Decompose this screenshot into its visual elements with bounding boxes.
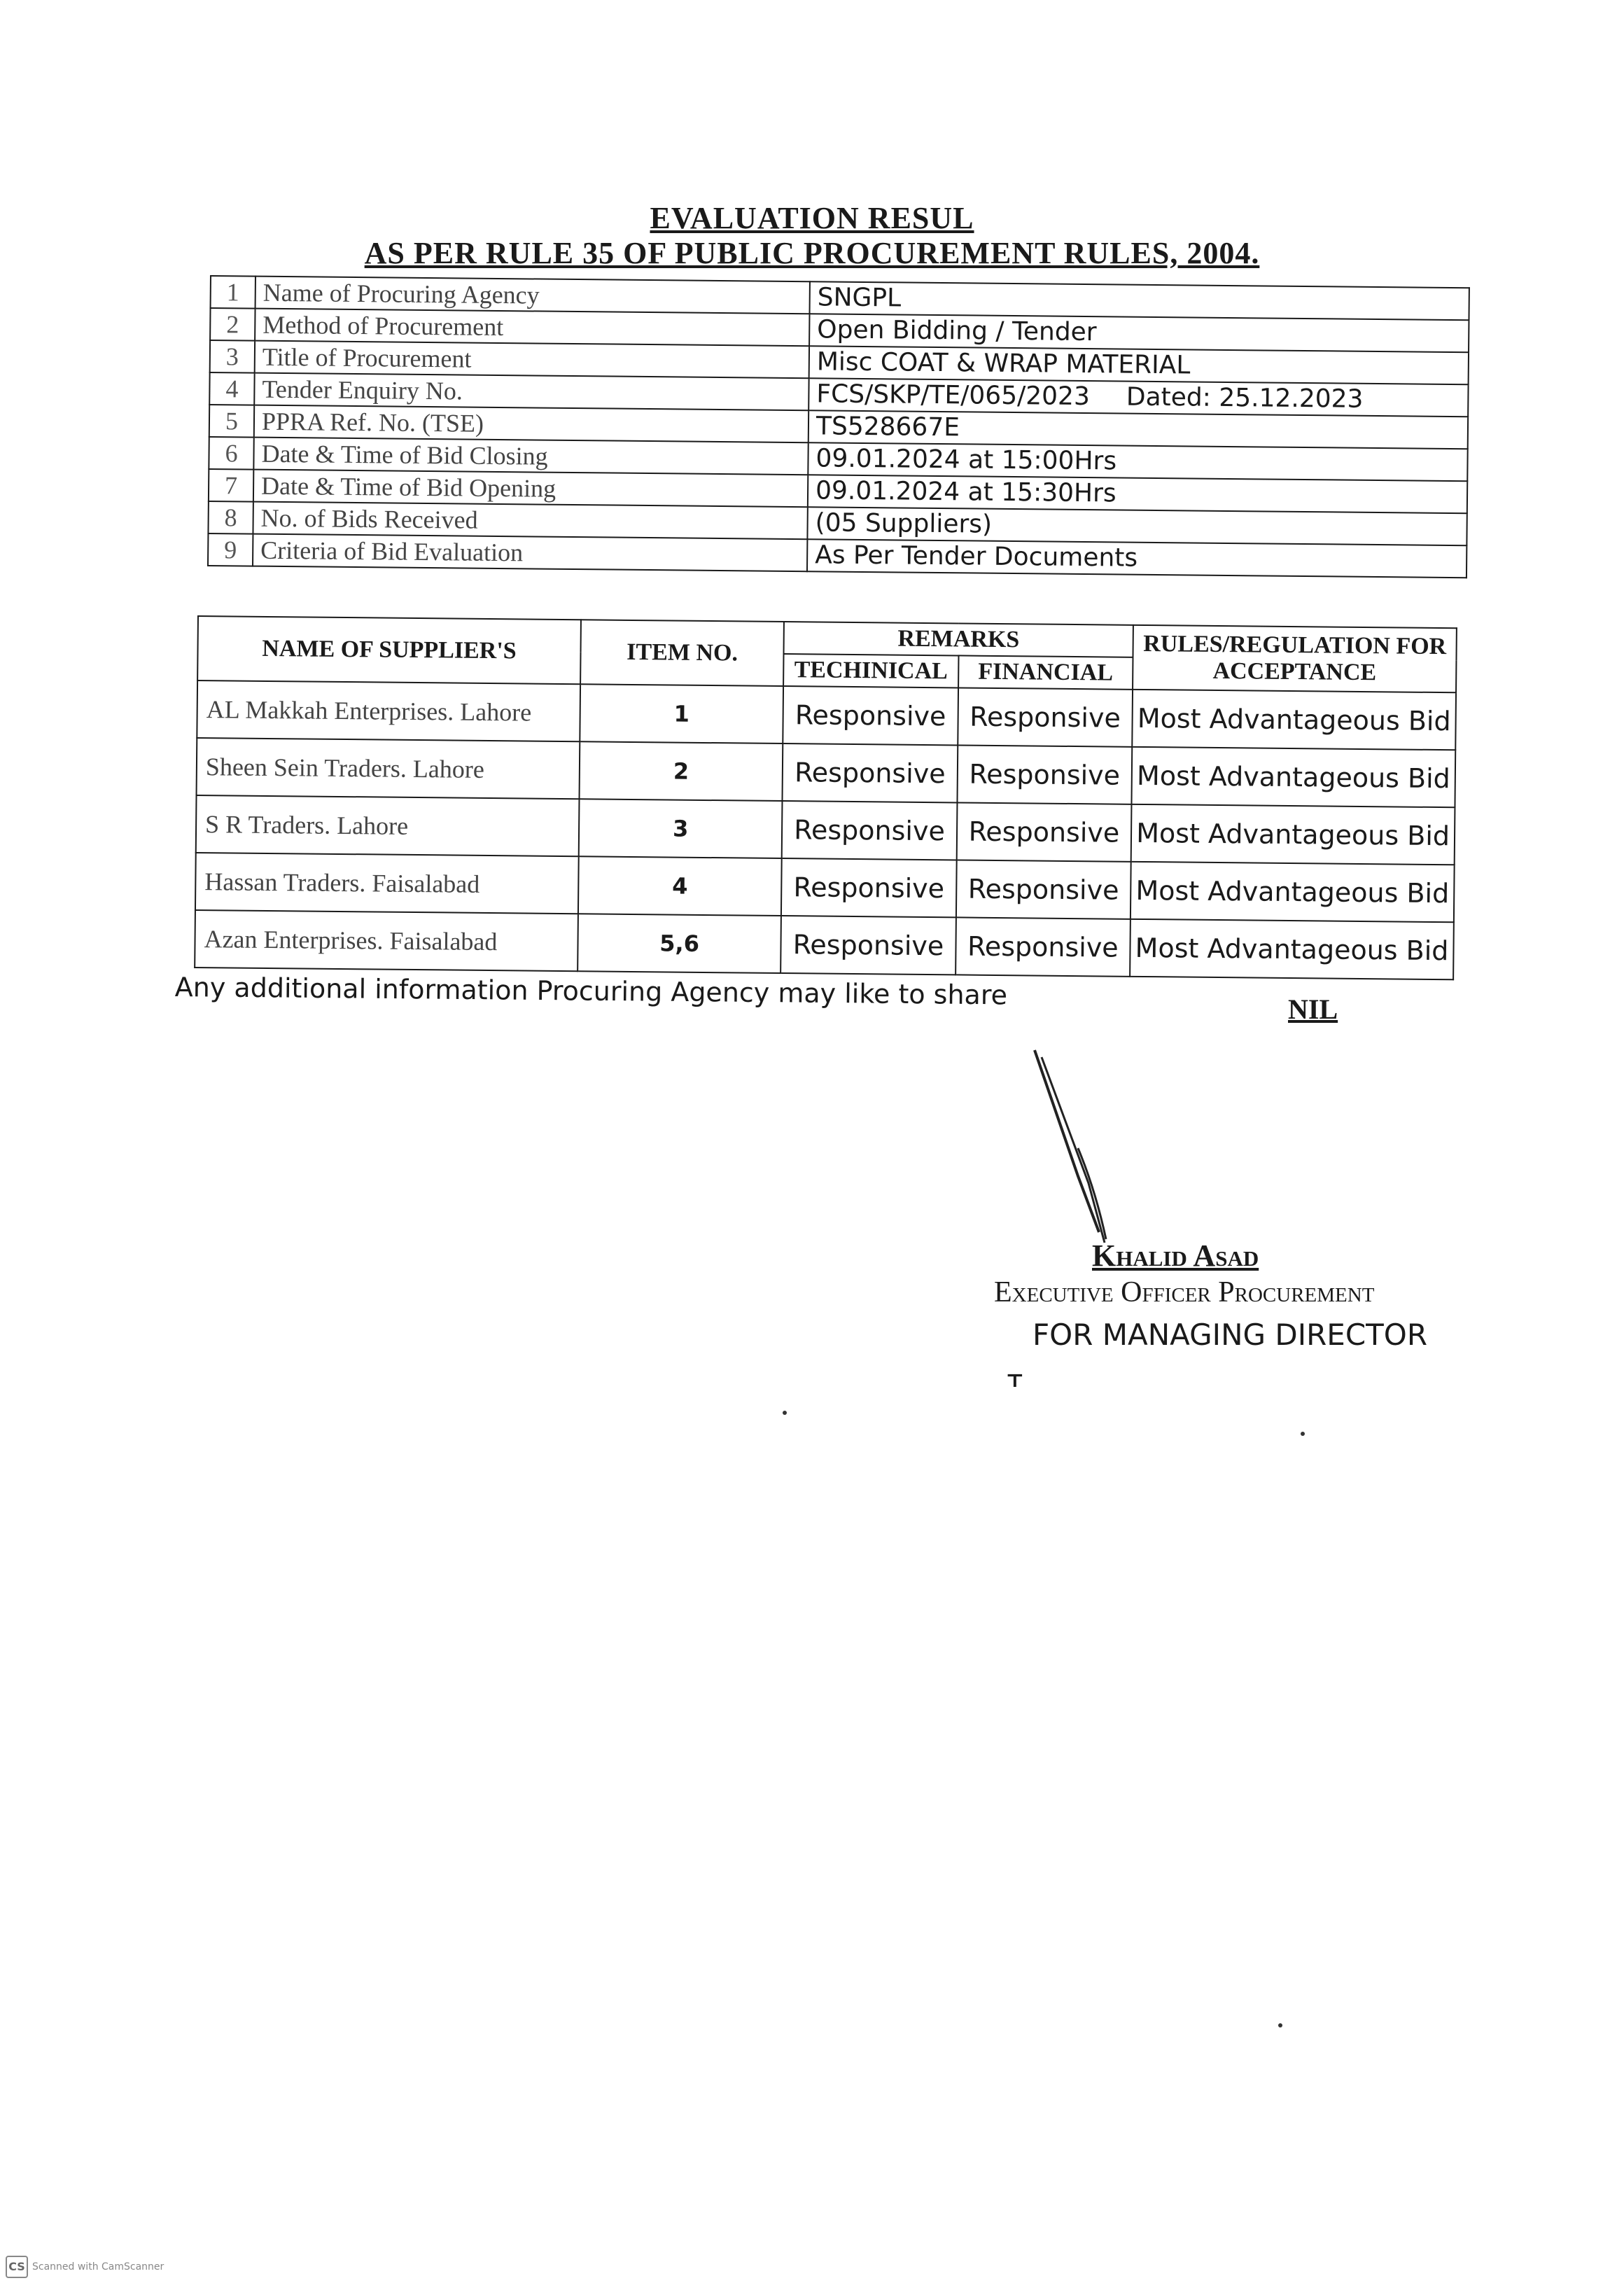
acceptance-rule: Most Advantageous Bid <box>1132 747 1456 807</box>
row-number: 2 <box>210 308 255 341</box>
bid-evaluation-table <box>194 615 1457 980</box>
technical-remark: Responsive <box>781 858 956 917</box>
additional-info-label: Any additional information Procuring Agency may like to share <box>174 972 1008 1011</box>
info-label: Method of Procurement <box>255 309 809 347</box>
table-row <box>195 910 1454 979</box>
acceptance-rule: Most Advantageous Bid <box>1132 690 1456 750</box>
info-value: 09.01.2024 at 15:00Hrs <box>808 442 1467 481</box>
item-number: 4 <box>578 856 782 916</box>
supplier-name: S R Traders. Lahore <box>196 795 580 856</box>
item-number: 3 <box>579 799 783 858</box>
camscanner-logo-icon: CS <box>6 2256 28 2278</box>
financial-remark: Responsive <box>956 860 1131 919</box>
acceptance-rule: Most Advantageous Bid <box>1130 862 1455 922</box>
info-label: Name of Procuring Agency <box>255 277 810 314</box>
financial-remark: Responsive <box>957 745 1132 804</box>
info-label: Title of Procurement <box>255 341 809 379</box>
technical-remark: Responsive <box>783 743 958 802</box>
info-label: Date & Time of Bid Opening <box>253 470 808 508</box>
scanner-text: Scanned with CamScanner <box>32 2261 164 2272</box>
signatory-on-behalf: FOR MANAGING DIRECTOR <box>1032 1318 1428 1352</box>
rules-column-header: RULES/REGULATION FOR ACCEPTANCE <box>1133 625 1457 692</box>
row-number: 6 <box>209 437 253 470</box>
info-value: TS528667E <box>808 410 1468 449</box>
financial-remark: Responsive <box>956 802 1131 861</box>
row-number: 5 <box>209 405 254 438</box>
row-number: 9 <box>208 533 253 566</box>
info-value: 09.01.2024 at 15:30Hrs <box>808 475 1467 513</box>
tender-enquiry-number: FCS/SKP/TE/065/2023 <box>816 379 1091 412</box>
remarks-column-header: REMARKS <box>784 622 1133 657</box>
item-number: 2 <box>579 741 783 801</box>
row-number: 1 <box>211 276 255 309</box>
info-label: PPRA Ref. No. (TSE) <box>254 405 808 443</box>
info-value: SNGPL <box>810 281 1469 320</box>
technical-column-header: TECHINICAL <box>783 654 958 687</box>
info-value: As Per Tender Documents <box>807 539 1466 578</box>
acceptance-rule: Most Advantageous Bid <box>1130 919 1454 979</box>
additional-info-value: NIL <box>1288 993 1338 1025</box>
procurement-info-table <box>207 275 1470 578</box>
page-subtitle: AS PER RULE 35 OF PUBLIC PROCUREMENT RULES, 2004. <box>364 236 1260 270</box>
handwritten-signature <box>1029 1043 1134 1253</box>
scan-speck <box>1301 1432 1305 1436</box>
signatory-name: Khalid Asad <box>1092 1238 1259 1273</box>
info-label: No. of Bids Received <box>253 502 807 540</box>
tender-date: Dated: 25.12.2023 <box>1126 382 1364 414</box>
financial-column-header: FINANCIAL <box>958 655 1133 689</box>
info-value: Open Bidding / Tender <box>809 314 1469 352</box>
info-label: Date & Time of Bid Closing <box>253 438 808 475</box>
technical-remark: Responsive <box>783 686 958 745</box>
info-label: Tender Enquiry No. <box>254 373 808 411</box>
initial-mark: ᚁ <box>1008 1358 1022 1390</box>
info-label: Criteria of Bid Evaluation <box>253 534 807 572</box>
row-number: 8 <box>208 501 253 534</box>
item-number: 1 <box>580 684 783 743</box>
supplier-name: AL Makkah Enterprises. Lahore <box>197 680 580 741</box>
row-number: 4 <box>209 372 254 405</box>
technical-remark: Responsive <box>780 916 955 975</box>
technical-remark: Responsive <box>782 801 957 860</box>
supplier-column-header: NAME OF SUPPLIER'S <box>197 616 581 684</box>
row-number: 3 <box>210 340 255 373</box>
scan-speck <box>1278 2023 1282 2027</box>
financial-remark: Responsive <box>955 917 1130 976</box>
acceptance-rule: Most Advantageous Bid <box>1131 804 1455 865</box>
supplier-name: Sheen Sein Traders. Lahore <box>197 738 580 799</box>
scanner-watermark <box>6 2256 164 2278</box>
signatory-title: Executive Officer Procurement <box>994 1276 1375 1308</box>
row-number: 7 <box>209 469 253 502</box>
item-column-header: ITEM NO. <box>580 620 784 686</box>
info-value: Misc COAT & WRAP MATERIAL <box>809 346 1469 384</box>
scan-speck <box>783 1411 787 1415</box>
supplier-name: Azan Enterprises. Faisalabad <box>195 910 578 971</box>
page-title: EVALUATION RESUL <box>650 201 974 235</box>
supplier-name: Hassan Traders. Faisalabad <box>195 853 579 914</box>
info-value: (05 Suppliers) <box>807 507 1466 545</box>
item-number: 5,6 <box>578 914 781 973</box>
financial-remark: Responsive <box>958 687 1133 746</box>
